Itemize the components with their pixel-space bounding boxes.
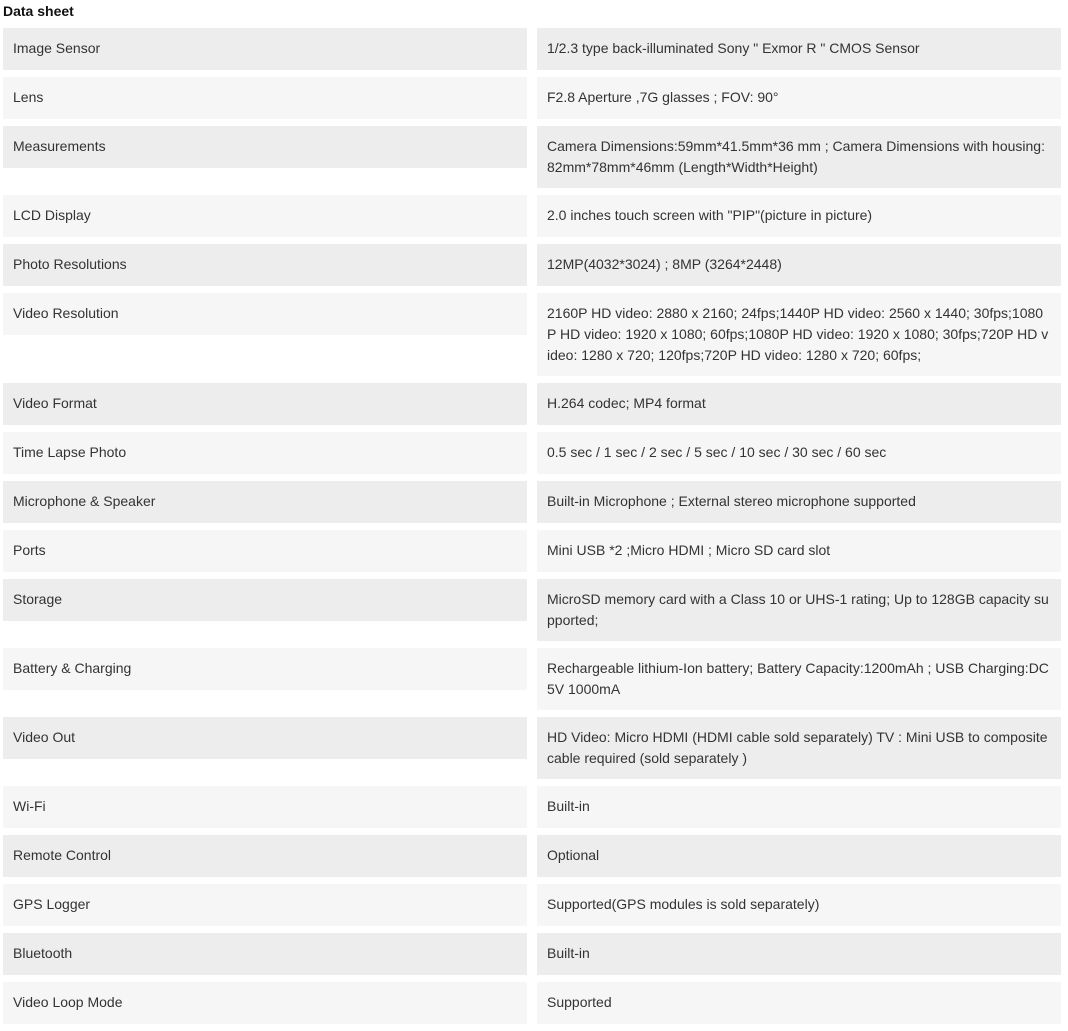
table-row	[0, 933, 1068, 975]
spec-label: Remote Control	[3, 835, 527, 877]
table-row	[0, 717, 1068, 779]
spec-value: Built-in Microphone ; External stereo microphone supported	[537, 481, 1061, 523]
table-row	[0, 126, 1068, 188]
spec-value: 1/2.3 type back-illuminated Sony " Exmor R " CMOS Sensor	[537, 28, 1061, 70]
spec-value: 12MP(4032*3024) ; 8MP (3264*2448)	[537, 244, 1061, 286]
spec-value: Optional	[537, 835, 1061, 877]
page-title: Data sheet	[3, 3, 74, 19]
spec-value: Mini USB *2 ;Micro HDMI ; Micro SD card slot	[537, 530, 1061, 572]
table-row	[0, 28, 1068, 70]
table-row	[0, 383, 1068, 425]
spec-value: Supported	[537, 982, 1061, 1024]
spec-value: F2.8 Aperture ,7G glasses ; FOV: 90°	[537, 77, 1061, 119]
spec-label: Image Sensor	[3, 28, 527, 70]
table-row	[0, 293, 1068, 376]
spec-value: MicroSD memory card with a Class 10 or UHS-1 rating; Up to 128GB capacity supported;	[537, 579, 1061, 641]
spec-value: 2.0 inches touch screen with "PIP"(picture in picture)	[537, 195, 1061, 237]
spec-label: Lens	[3, 77, 527, 119]
spec-value: HD Video: Micro HDMI (HDMI cable sold separately) TV : Mini USB to composite cable required (sold separately )	[537, 717, 1061, 779]
spec-label: Measurements	[3, 126, 527, 168]
spec-label: Video Loop Mode	[3, 982, 527, 1024]
spec-label: Time Lapse Photo	[3, 432, 527, 474]
table-row	[0, 244, 1068, 286]
data-sheet-table	[0, 28, 1068, 1031]
table-row	[0, 884, 1068, 926]
spec-value: H.264 codec; MP4 format	[537, 383, 1061, 425]
spec-label: Wi-Fi	[3, 786, 527, 828]
table-row	[0, 648, 1068, 710]
spec-label: LCD Display	[3, 195, 527, 237]
table-row	[0, 786, 1068, 828]
table-row	[0, 432, 1068, 474]
spec-value: Camera Dimensions:59mm*41.5mm*36 mm ; Camera Dimensions with housing:82mm*78mm*46mm (Length*Width*Height)	[537, 126, 1061, 188]
spec-value: 2160P HD video: 2880 x 2160; 24fps;1440P HD video: 2560 x 1440; 30fps;1080P HD video: 1920 x 1080; 60fps;1080P HD video: 1920 x 1080; 30fps;720P HD video: 1280 x 720; 120fps;720P HD video: 1280 x 720; 60fps;	[537, 293, 1061, 376]
spec-label: Microphone & Speaker	[3, 481, 527, 523]
spec-label: Video Out	[3, 717, 527, 759]
table-row	[0, 835, 1068, 877]
spec-label: Video Resolution	[3, 293, 527, 335]
table-row	[0, 195, 1068, 237]
table-row	[0, 530, 1068, 572]
spec-label: Video Format	[3, 383, 527, 425]
table-row	[0, 77, 1068, 119]
table-row	[0, 982, 1068, 1024]
spec-value: Rechargeable lithium-Ion battery; Battery Capacity:1200mAh ; USB Charging:DC 5V 1000mA	[537, 648, 1061, 710]
table-row	[0, 579, 1068, 641]
spec-label: Ports	[3, 530, 527, 572]
spec-label: Battery & Charging	[3, 648, 527, 690]
spec-label: Photo Resolutions	[3, 244, 527, 286]
spec-label: GPS Logger	[3, 884, 527, 926]
spec-value: Supported(GPS modules is sold separately)	[537, 884, 1061, 926]
spec-label: Bluetooth	[3, 933, 527, 975]
table-row	[0, 481, 1068, 523]
spec-label: Storage	[3, 579, 527, 621]
spec-value: 0.5 sec / 1 sec / 2 sec / 5 sec / 10 sec / 30 sec / 60 sec	[537, 432, 1061, 474]
spec-value: Built-in	[537, 786, 1061, 828]
spec-value: Built-in	[537, 933, 1061, 975]
